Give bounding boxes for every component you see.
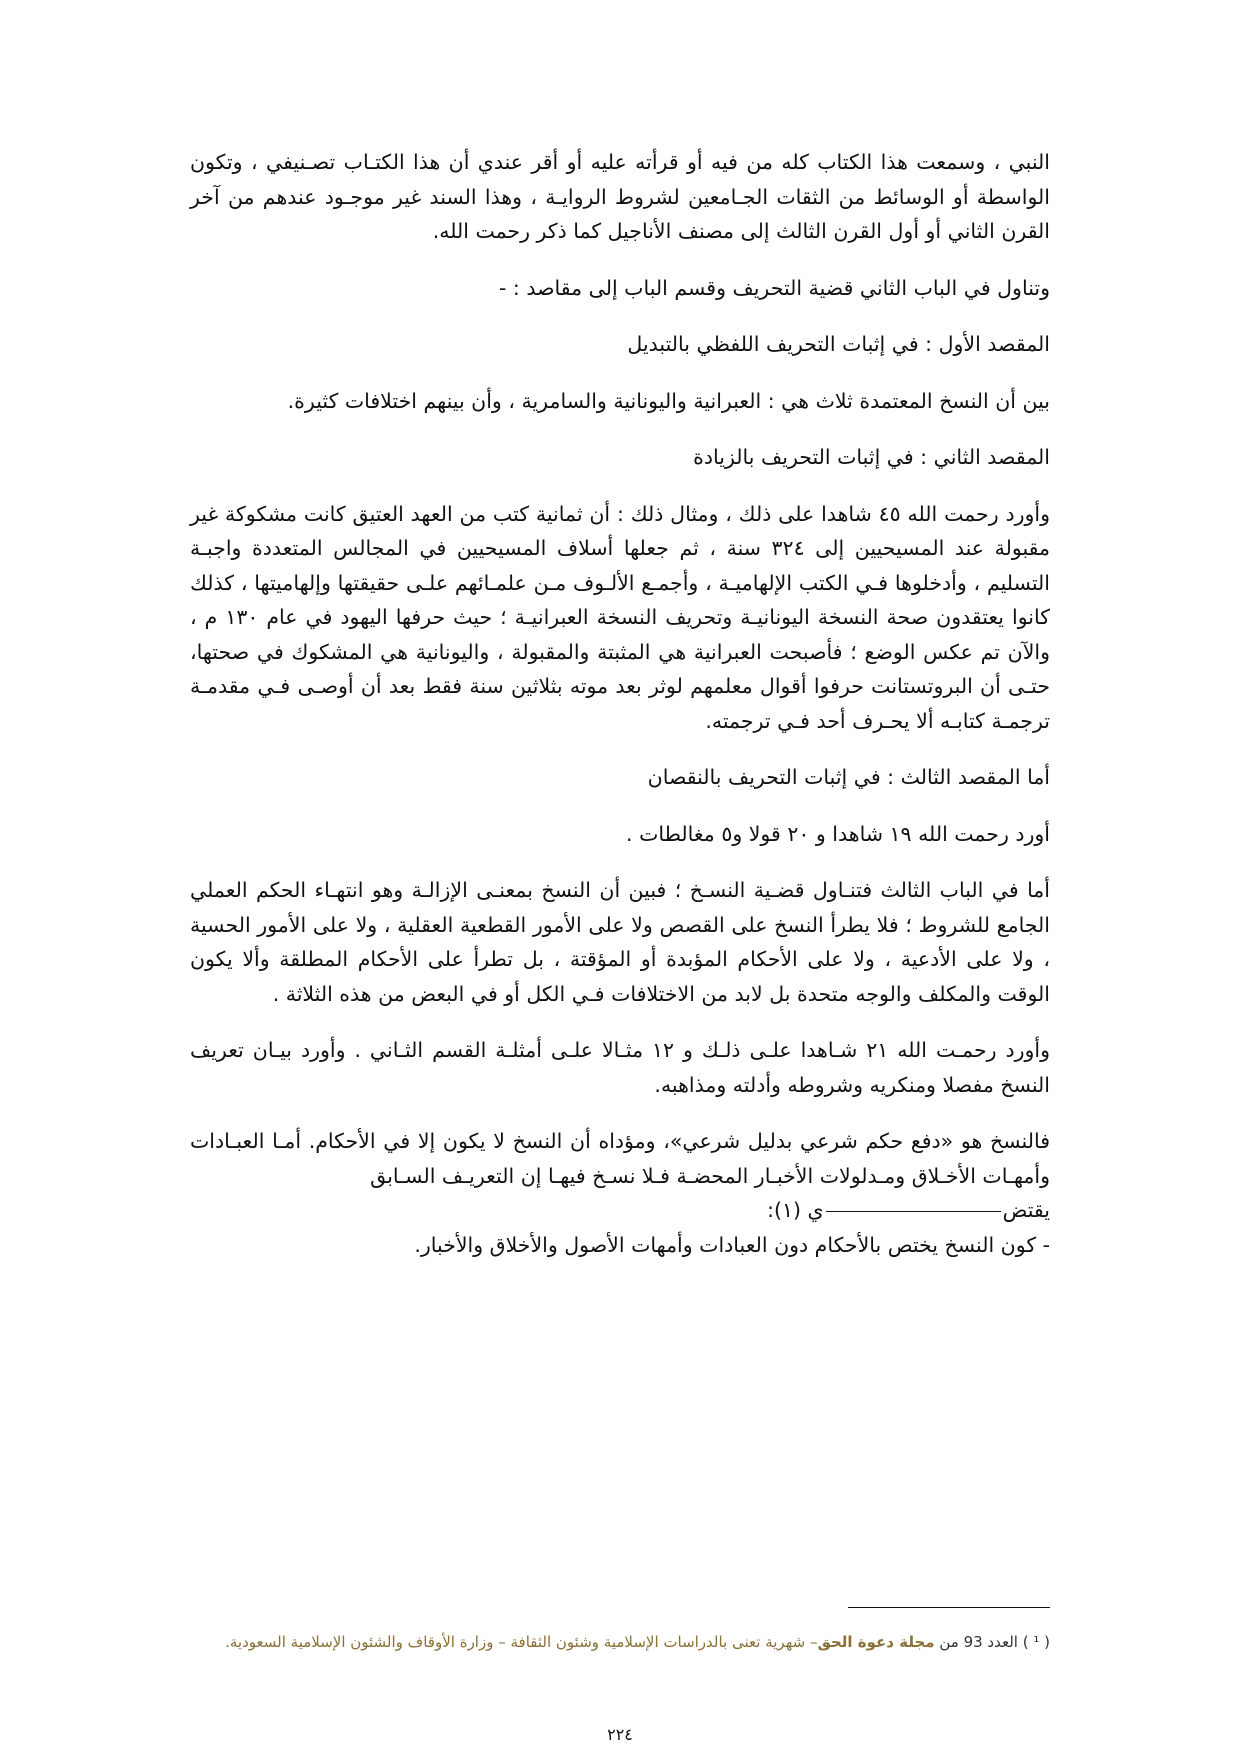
- footnote-marker: ( ¹ ): [1022, 1633, 1050, 1651]
- kashida-line: [826, 1211, 1001, 1212]
- paragraph-additions: وأورد رحمت الله ٤٥ شاهدا على ذلك ، ومثال ذلك : أن ثمانية كتب من العهد العتيق كانت مشكوكة غير مقبولة عند المسيحيين إلى ٣٢٤ سنة ، ثم جعلها أسلاف المسيحيين في المجالس المتعددة واجبـة التسليم ، وأدخلوها فـي الكتب الإلهاميـة ، وأجمـع الألـوف مـن علمـائهم علـى حقيقتها وإلهاميتها ، كذلك كانوا يعتقدون صحة النسخة اليونانيـة وتحريف النسخة العبرانيـة ؛ حيث حرفها اليهود في عام ١٣٠ م ، والآن تم عكس الوضع ؛ فأصبحت العبرانية هي المثبتة والمقبولة ، واليونانية هي المشكوك في صحتها، حتـى أن البروتستانت حرفوا أقوال معلمهم لوثر بعد موته بثلاثين سنة فقط بعد أن أوصـى فـي مقدمـة ترجمـة كتابـه ألا يحـرف أحد فـي ترجمته.: [190, 501, 1050, 733]
- paragraph-definition: [190, 1124, 1050, 1228]
- paragraph-abrogation: أما في الباب الثالث فتنـاول قضـية النسـخ ؛ فبين أن النسخ بمعنـى الإزالـة وهو انتهـاء الحكم العملي الجامع للشروط ؛ فلا يطرأ النسخ على القصص ولا على الأمور القطعية العقلية ، ولا على الأمور الحسية ، ولا على الأدعية ، ولا على الأحكام المؤبدة أو المؤقتة ، بل تطرأ على الأحكام المطلقة وألا يكون الوقت والمكلف والوجه متحدة بل لابد من الاختلافات فـي الكل أو في البعض من هذه الثلاثة .: [190, 878, 1050, 1006]
- heading-purpose-one: المقصد الأول : في إثبات التحريف اللفظي بالتبديل: [627, 332, 1050, 356]
- footnote-lead: العدد 93 من: [939, 1633, 1018, 1651]
- bullet-item: - كون النسخ يختص بالأحكام دون العبادات وأمهات الأصول والأخلاق والأخبار.: [414, 1232, 1050, 1257]
- paragraph-three-copies: بين أن النسخ المعتمدة ثلاث هي : العبرانية واليونانية والسامرية ، وأن بينهم اختلافات كثيرة.: [287, 388, 1050, 413]
- footnote-rest: – شهرية تعنى بالدراسات الإسلامية وشئون الثقافة – وزارة الأوقاف والشئون الإسلامية السعودية.: [225, 1633, 818, 1651]
- paragraph-examples: وأورد رحمـت الله ٢١ شـاهدا علـى ذلـك و ١٢ مثـالا علـى أمثلـة القسم الثـاني . وأورد بيـان تعريف النسخ مفصلا ومنكريه وشروطه وأدلته ومذاهبه.: [190, 1038, 1051, 1097]
- definition-text: فالنسخ هو «دفع حكم شرعي بدليل شرعي»، ومؤداه أن النسخ لا يكون إلا في الأحكام. أمـا العبـادات وأمهـات الأخـلاق ومـدلولات الأخبـار المحضـة فـلا نسـخ فيهـا إن التعريـف السـابق: [190, 1129, 1050, 1188]
- heading-purpose-two: المقصد الثاني : في إثبات التحريف بالزيادة: [693, 445, 1050, 469]
- heading-purpose-three: أما المقصد الثالث : في إثبات التحريف بالنقصان: [647, 765, 1050, 789]
- definition-tail: يقتضي (١):: [767, 1198, 1050, 1222]
- footnote-magazine: مجلة دعوة الحق: [817, 1633, 935, 1651]
- main-text: [190, 145, 1050, 1284]
- page-number: ٢٢٤: [607, 1725, 633, 1744]
- paragraph-intro: النبي ، وسمعت هذا الكتاب كله من فيه أو قرأته عليه أو أقر عندي أن هذا الكتـاب تصـنيفي ، وتكون الواسطة أو الوسائط من الثقات الجـامعين لشروط الروايـة ، وهذا السند غير موجـود عندهم من آخر القرن الثاني أو أول القرن الثالث إلى مصنف الأناجيل كما ذكر رحمت الله.: [190, 150, 1050, 243]
- footnote: [190, 1630, 1050, 1654]
- paragraph-omissions: أورد رحمت الله ١٩ شاهدا و ٢٠ قولا و٥ مغالطات .: [626, 821, 1050, 846]
- footnote-separator: [848, 1607, 1050, 1608]
- paragraph-chapter-two: وتناول في الباب الثاني قضية التحريف وقسم الباب إلى مقاصد : -: [499, 275, 1050, 300]
